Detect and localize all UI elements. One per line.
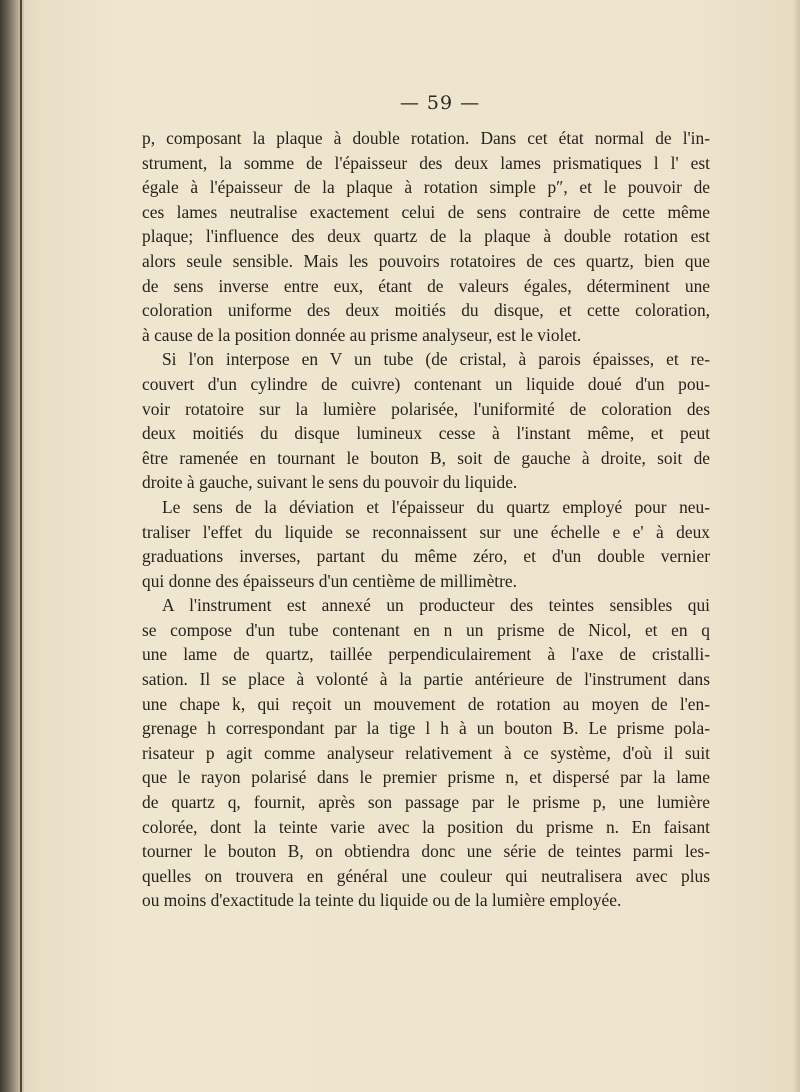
paragraph-1 [142, 126, 710, 347]
page-right-edge [794, 0, 800, 1092]
text-line: strument, la somme de l'épaisseur des deux lames prismatiques l l' est [142, 152, 710, 173]
text-line: une chape k, qui reçoit un mouvement de rotation au moyen de l'en- [142, 693, 710, 714]
text-line: que le rayon polarisé dans le premier prisme n, et dispersé par la lame [142, 767, 710, 788]
text-line: risateur p agit comme analyseur relativement à ce système, d'où il suit [142, 742, 710, 763]
text-line: plaque; l'influence des deux quartz de la plaque à double rotation est [142, 226, 710, 247]
text-line: à cause de la position donnée au prisme analyseur, est le violet. [142, 324, 582, 345]
text-line: droite à gauche, suivant le sens du pouvoir du liquide. [142, 472, 518, 493]
text-line: colorée, dont la teinte varie avec la position du prisme n. En faisant [142, 816, 710, 837]
spine-edge-line [20, 0, 22, 1092]
text-line: une lame de quartz, taillée perpendiculairement à l'axe de cristalli- [142, 644, 710, 665]
text-line: ces lames neutralise exactement celui de sens contraire de cette même [142, 201, 710, 222]
text-line: graduations inverses, partant du même zéro, et d'un double vernier [142, 546, 710, 567]
text-line: traliser l'effet du liquide se reconnaissent sur une échelle e e' à deux [142, 521, 710, 542]
paragraph-4 [142, 593, 710, 913]
text-line: alors seule sensible. Mais les pouvoirs rotatoires de ces quartz, bien que [142, 250, 710, 271]
text-line: sation. Il se place à volonté à la partie antérieure de l'instrument dans [142, 669, 710, 690]
body-text [142, 126, 710, 913]
text-line: être ramenée en tournant le bouton B, soit de gauche à droite, soit de [142, 447, 710, 468]
text-line: de sens inverse entre eux, étant de valeurs égales, déterminent une [142, 275, 710, 296]
text-line: de quartz q, fournit, après son passage par le prisme p, une lumière [142, 792, 710, 813]
text-line: égale à l'épaisseur de la plaque à rotation simple p″, et le pouvoir de [142, 177, 710, 198]
text-line: voir rotatoire sur la lumière polarisée, l'uniformité de coloration des [142, 398, 710, 419]
text-line: deux moitiés du disque lumineux cesse à l'instant même, et peut [142, 423, 710, 444]
page-number: — 59 — [399, 92, 481, 114]
text-line: quelles on trouvera en général une couleur qui neutralisera avec plus [142, 865, 710, 886]
text-line: Si l'on interpose en V un tube (de cristal, à parois épaisses, et re- [162, 349, 710, 370]
text-line: grenage h correspondant par la tige l h à un bouton B. Le prisme pola- [142, 718, 710, 739]
text-line: ou moins d'exactitude la teinte du liquide ou de la lumière employée. [142, 890, 622, 911]
paragraph-3 [142, 495, 710, 593]
text-line: qui donne des épaisseurs d'un centième de millimètre. [142, 570, 517, 591]
paragraph-2 [142, 347, 710, 495]
text-line: coloration uniforme des deux moitiés du disque, et cette coloration, [142, 300, 710, 321]
text-line: couvert d'un cylindre de cuivre) contenant un liquide doué d'un pou- [142, 373, 710, 394]
text-line: A l'instrument est annexé un producteur des teintes sensibles qui [162, 595, 710, 616]
text-line: Le sens de la déviation et l'épaisseur du quartz employé pour neu- [162, 496, 710, 517]
text-line: tourner le bouton B, on obtiendra donc une série de teintes parmi les- [142, 841, 710, 862]
text-line: p, composant la plaque à double rotation. Dans cet état normal de l'in- [142, 128, 710, 148]
text-line: se compose d'un tube contenant en n un prisme de Nicol, et en q [142, 619, 710, 640]
